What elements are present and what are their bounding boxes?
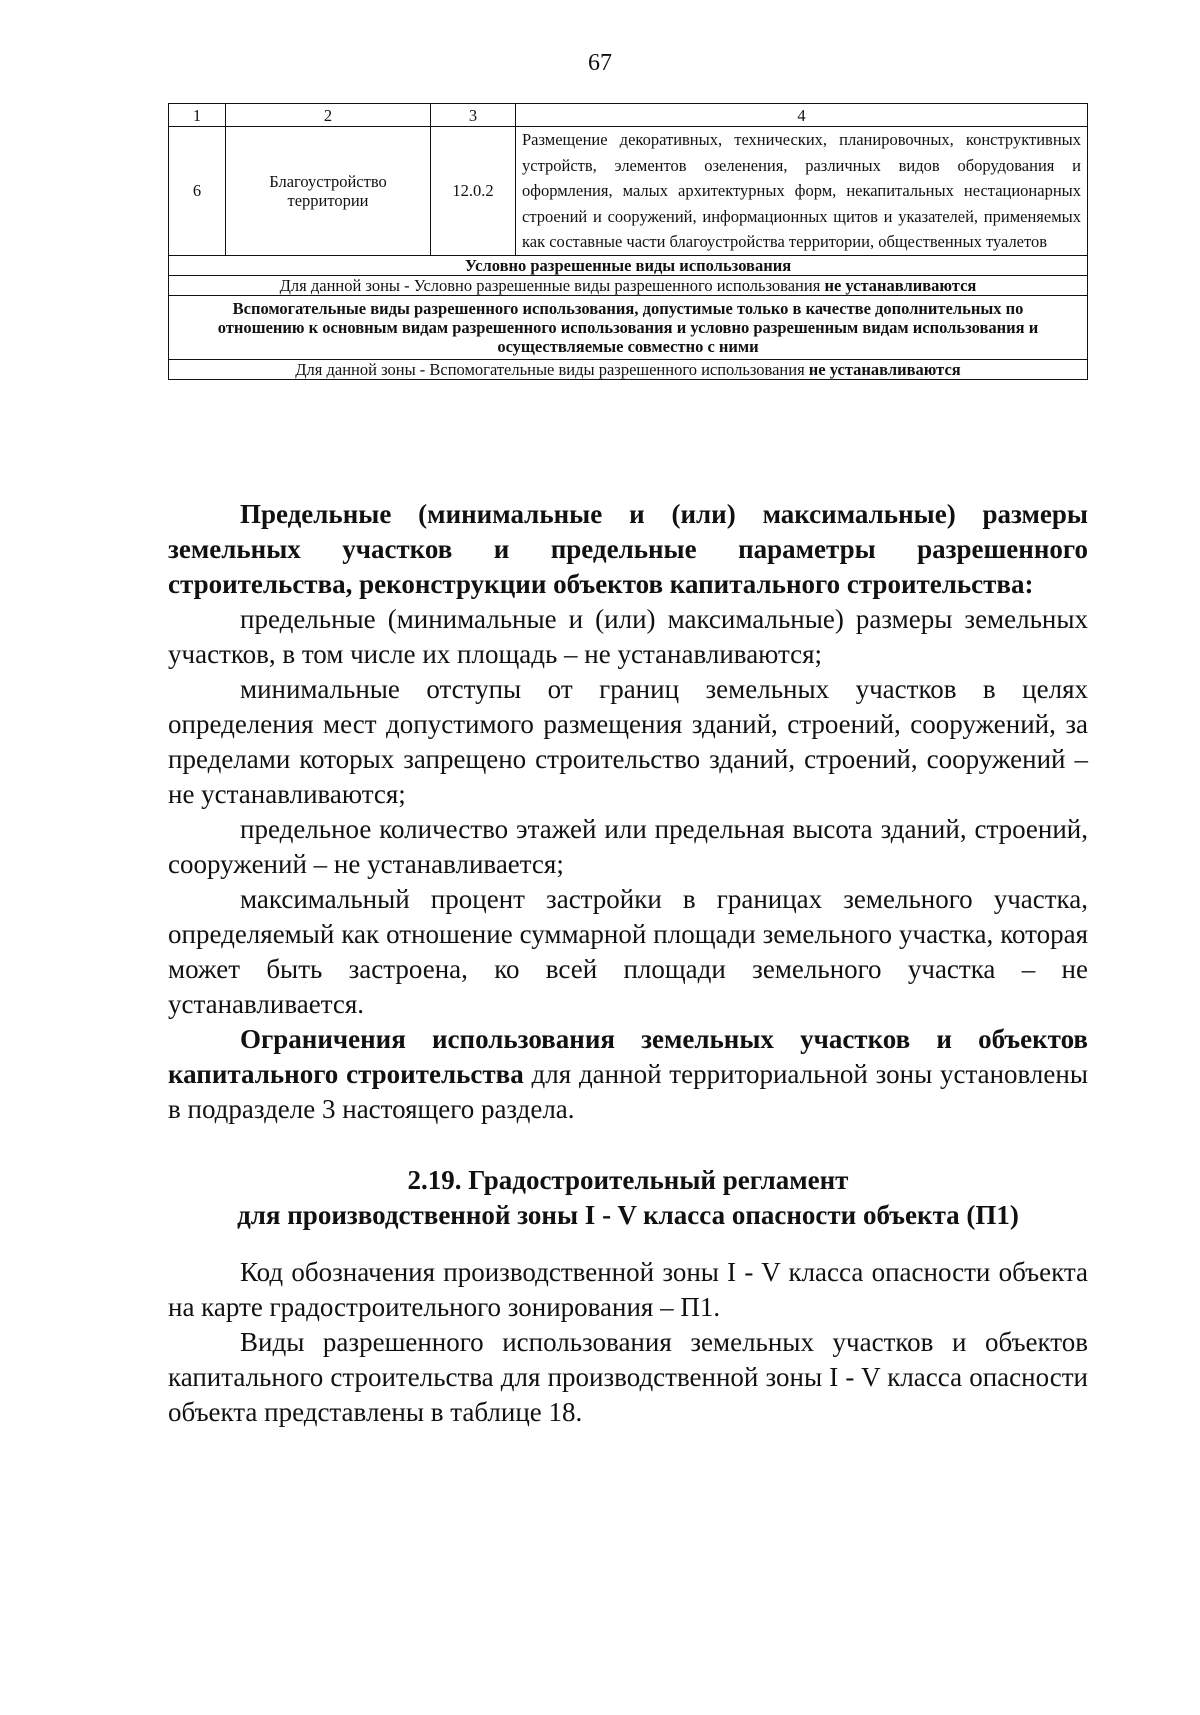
auxiliary-note-bold: не устанавливаются: [808, 359, 961, 379]
header-cell-4: 4: [516, 104, 1088, 127]
restrictions-paragraph: [168, 1022, 1088, 1127]
table-row: [169, 127, 1088, 256]
restrictions-bold: Ограничения использования земельных участков и объектов капитального строительства: [168, 1024, 1088, 1089]
limits-paragraph-4: максимальный процент застройки в границах земельного участка, определяемый как отношение суммарной площади земельного участка, которая может быть застроена, ко всей площади земельного участка – не устанавливается.: [168, 884, 1088, 1019]
auxiliary-note-row: [169, 359, 1088, 379]
row-name: Благоустройство территории: [226, 127, 431, 256]
limits-paragraph-3: предельное количество этажей или предельная высота зданий, строений, сооружений – не устанавливается;: [168, 814, 1088, 879]
row-description: Размещение декоративных, технических, планировочных, конструктивных устройств, элементов озеленения, различных видов оборудования и оформления, малых архитектурных форм, некапитальных нестационарных строений и сооружений, информационных щитов и указателей, применяемых как составные части благоустройства территории, общественных туалетов: [516, 127, 1088, 256]
page-number: 67: [588, 50, 612, 76]
auxiliary-uses-title: Вспомогательные виды разрешенного использования, допустимые только в качестве дополнительных по отношению к основным видам разрешенного использования и условно разрешенным видам использования и осуществляемые совместно с ними: [169, 295, 1088, 359]
section-block: [168, 1163, 1088, 1430]
conditional-uses-title: Условно разрешенные виды использования: [169, 255, 1088, 275]
table-header-row: [169, 104, 1088, 127]
conditional-note-row: [169, 275, 1088, 295]
auxiliary-title-row: [169, 295, 1088, 359]
conditional-title-row: [169, 255, 1088, 275]
section-title-line-1: 2.19. Градостроительный регламент: [407, 1165, 849, 1195]
section-paragraph-2: Виды разрешенного использования земельных участков и объектов капитального строительства для производственной зоны I - V класса опасности объекта представлены в таблице 18.: [168, 1327, 1088, 1427]
section-title-line-2: для производственной зоны I - V класса опасности объекта (П1): [237, 1200, 1019, 1230]
header-cell-1: 1: [169, 104, 226, 127]
conditional-uses-note: [169, 275, 1088, 295]
limits-paragraph-2: минимальные отступы от границ земельных участков в целях определения мест допустимого размещения зданий, строений, сооружений, за пределами которых запрещено строительство зданий, строений, сооружений – не устанавливаются;: [168, 674, 1088, 809]
conditional-note-bold: не устанавливаются: [824, 275, 977, 295]
header-cell-2: 2: [226, 104, 431, 127]
auxiliary-note-text: Для данной зоны - Вспомогательные виды разрешенного использования: [295, 359, 809, 379]
row-number: 6: [169, 127, 226, 256]
limits-paragraph-1: предельные (минимальные и (или) максимальные) размеры земельных участков, в том числе их площадь – не устанавливаются;: [168, 604, 1088, 669]
auxiliary-uses-note: [169, 359, 1088, 379]
header-cell-3: 3: [431, 104, 516, 127]
land-use-table: [168, 103, 1088, 380]
row-code: 12.0.2: [431, 127, 516, 256]
conditional-note-text: Для данной зоны - Условно разрешенные виды разрешенного использования: [279, 275, 825, 295]
limits-block: [168, 497, 1088, 1127]
restrictions-text: для данной территориальной зоны установлены в подразделе 3 настоящего раздела.: [168, 1059, 1088, 1124]
section-paragraph-1: Код обозначения производственной зоны I - V класса опасности объекта на карте градостроительного зонирования – П1.: [168, 1257, 1088, 1322]
limits-heading: Предельные (минимальные и (или) максимальные) размеры земельных участков и предельные параметры разрешенного строительства, реконструкции объектов капитального строительства:: [168, 499, 1088, 599]
